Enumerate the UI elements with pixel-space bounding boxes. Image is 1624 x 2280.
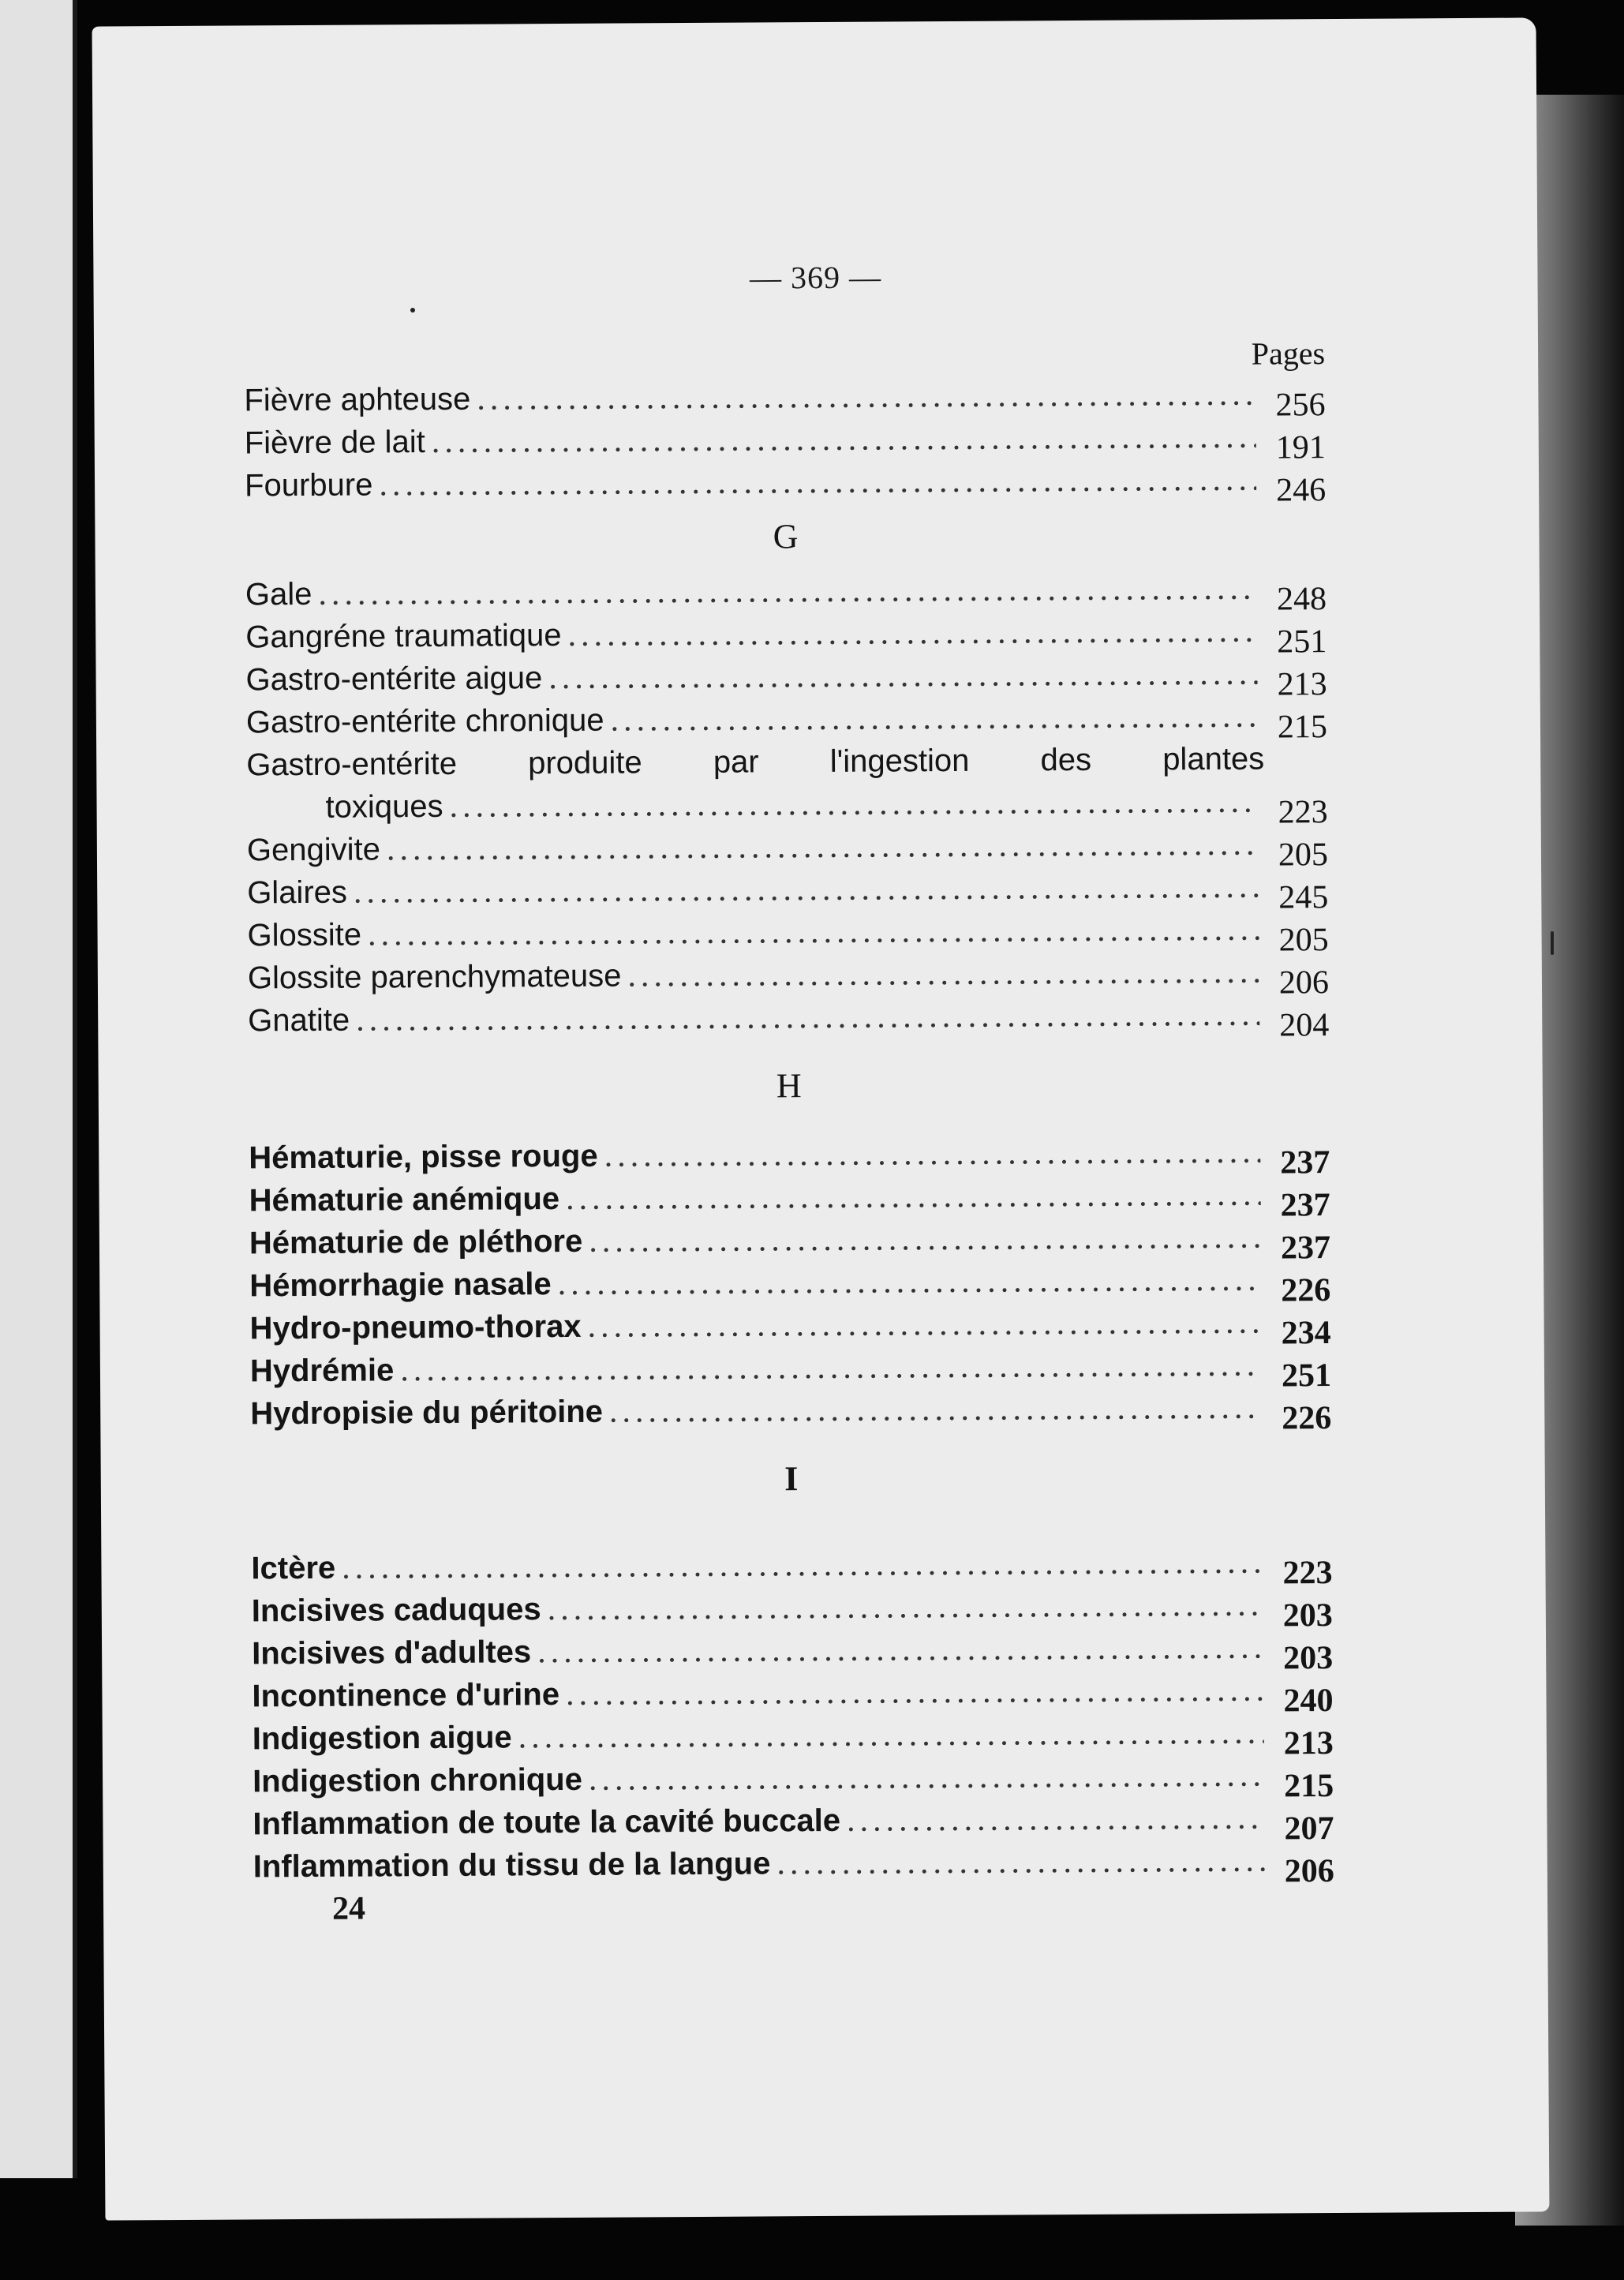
index-entry (249, 1258, 1330, 1307)
index-entry-page: 234 (1281, 1315, 1331, 1352)
index-entry-page: 205 (1278, 922, 1329, 959)
index-entry (252, 1668, 1334, 1720)
index-entry (253, 1711, 1334, 1760)
index-entry-page: 213 (1283, 1725, 1334, 1762)
pages-column-heading: Pages (1251, 335, 1326, 372)
facing-page-edge (0, 0, 77, 2178)
index-entry (247, 865, 1328, 914)
index-entry-page: 203 (1282, 1597, 1333, 1634)
index-entry-page: 203 (1283, 1640, 1334, 1677)
index-entry (250, 1386, 1331, 1435)
index-entry-page: 213 (1277, 666, 1327, 703)
index-page (92, 17, 1550, 2220)
index-entry (249, 1173, 1330, 1222)
index-entry-page: 240 (1283, 1683, 1334, 1720)
index-entry-label: Gnatite (248, 1002, 350, 1039)
leader-dots (567, 610, 1257, 657)
index-entry-label: Glaires (247, 874, 348, 911)
index-list (244, 335, 1334, 1930)
index-entry-label: Hydrémie (249, 1353, 395, 1389)
leader-dots (776, 1840, 1265, 1885)
index-entry (246, 822, 1329, 874)
index-entry (249, 1215, 1331, 1267)
index-group-g (245, 567, 1328, 746)
index-entry (252, 1626, 1333, 1675)
leader-dots (477, 373, 1255, 421)
leader-dots (847, 1797, 1265, 1842)
index-entry-page: 237 (1280, 1187, 1330, 1224)
index-entry-label: Gastro-entérite chronique (245, 702, 604, 740)
index-entry (248, 950, 1329, 999)
leader-dots (400, 1344, 1262, 1392)
index-entry-multiline-first: Gastro-entérite produite par l'ingestion des plantes (246, 741, 1265, 783)
index-entry-page: 206 (1284, 1853, 1334, 1890)
index-entry-page: 251 (1281, 1357, 1332, 1395)
index-entry (253, 1839, 1334, 1888)
section-letter-i: I (784, 1459, 799, 1499)
index-entry-label: Hémorrhagie nasale (249, 1267, 552, 1304)
index-entry-page: 226 (1281, 1272, 1331, 1309)
index-entry (253, 1754, 1334, 1803)
leader-dots (587, 1301, 1261, 1348)
leader-dots (610, 695, 1258, 742)
index-entry-label: Fièvre aphteuse (244, 381, 471, 418)
leader-dots (356, 994, 1259, 1042)
index-entry-label: Indigestion aigue (252, 1720, 512, 1757)
index-entry-label: Inflammation de toute la cavité buccale (253, 1803, 841, 1842)
leader-dots (318, 567, 1257, 616)
index-entry-label: Incisives d'adultes (251, 1634, 532, 1672)
leader-dots (342, 1541, 1263, 1589)
leader-dots (387, 823, 1259, 871)
index-entry-label: Hématurie, pisse rouge (249, 1138, 598, 1176)
index-entry-label: Fièvre de lait (244, 425, 425, 461)
leader-dots (547, 1584, 1263, 1631)
leader-dots (589, 1216, 1261, 1263)
index-entry (249, 1343, 1332, 1395)
leader-dots (518, 1712, 1264, 1759)
page-number: — 369 — (749, 259, 882, 296)
index-entry-label: Hématurie anémique (249, 1181, 560, 1219)
paper-mark (1551, 931, 1554, 955)
index-entry-page: 204 (1279, 1007, 1330, 1044)
leader-dots (368, 908, 1259, 957)
index-entry-page: 237 (1280, 1144, 1330, 1181)
index-entry (249, 1130, 1330, 1179)
index-entry-page: 206 (1278, 964, 1330, 1001)
index-entry (248, 993, 1329, 1042)
leader-dots (589, 1754, 1265, 1801)
index-entry-label: Fourbure (244, 467, 373, 504)
leader-dots (537, 1627, 1263, 1674)
index-entry-page: 226 (1282, 1400, 1332, 1437)
leader-dots (354, 866, 1259, 914)
leader-dots (566, 1174, 1261, 1220)
leader-dots (449, 781, 1258, 828)
index-entry-label: Gale (245, 576, 312, 612)
index-entry-page: 246 (1276, 472, 1327, 509)
index-group-g-continued (247, 822, 1330, 1042)
index-entry-label: Ictère (251, 1550, 336, 1586)
index-group-f (244, 373, 1326, 507)
index-entry-label: Glossite parenchymateuse (247, 958, 622, 996)
leader-dots (627, 951, 1259, 998)
index-entry (245, 458, 1326, 507)
index-entry (245, 415, 1326, 464)
index-entry-label: toxiques (325, 788, 443, 825)
leader-dots (379, 459, 1256, 507)
index-entry-page: 237 (1280, 1230, 1331, 1267)
index-entry-label: Incontinence d'urine (252, 1677, 560, 1714)
index-entry-page: 207 (1284, 1810, 1334, 1848)
index-entry-page: 223 (1278, 794, 1328, 831)
index-entry (252, 1583, 1333, 1632)
index-entry (245, 694, 1328, 746)
index-entry-label: Indigestion chronique (252, 1761, 583, 1799)
index-entry-label: Inflammation du tissu de la langue (253, 1846, 771, 1885)
index-entry-page: 223 (1282, 1555, 1333, 1592)
leader-dots (557, 1259, 1261, 1305)
leader-dots (604, 1131, 1260, 1177)
index-entry-page: 191 (1275, 429, 1326, 466)
index-entry (246, 780, 1327, 829)
index-entry-page: 215 (1277, 709, 1328, 746)
index-group-h (249, 1130, 1331, 1435)
paper-speck (410, 308, 415, 313)
leader-dots (566, 1669, 1264, 1716)
index-entry-page: 215 (1284, 1768, 1334, 1805)
index-entry-page: 205 (1278, 837, 1329, 874)
section-letter-g: G (773, 517, 799, 556)
index-entry-label: Glossite (247, 917, 362, 953)
index-entry (244, 373, 1326, 424)
index-entry (245, 609, 1327, 661)
leader-dots (432, 416, 1256, 463)
index-entry (245, 567, 1327, 616)
leader-dots (609, 1387, 1263, 1433)
index-entry-page: 248 (1276, 581, 1327, 618)
signature-mark: 24 (331, 1890, 366, 1927)
index-entry-label: Gastro-entérite aigue (245, 661, 543, 698)
index-entry-page: 256 (1275, 387, 1326, 424)
index-entry-page: 251 (1277, 623, 1327, 661)
section-letter-h: H (776, 1066, 802, 1106)
index-entry (247, 908, 1328, 957)
index-entry (251, 1541, 1333, 1592)
index-group-i (251, 1541, 1334, 1888)
index-entry (253, 1796, 1334, 1848)
index-entry (245, 652, 1327, 701)
index-entry (249, 1301, 1330, 1350)
index-entry-label: Hydro-pneumo-thorax (249, 1308, 582, 1346)
index-entry-label: Hématurie de pléthore (249, 1223, 583, 1261)
index-entry-label: Gengivite (246, 832, 381, 868)
index-entry-label: Gangréne traumatique (245, 617, 562, 655)
index-entry-label: Hydropisie du péritoine (250, 1394, 604, 1432)
leader-dots (548, 653, 1258, 699)
index-entry-label: Incisives caduques (251, 1592, 541, 1629)
index-entry-page: 245 (1278, 879, 1329, 916)
